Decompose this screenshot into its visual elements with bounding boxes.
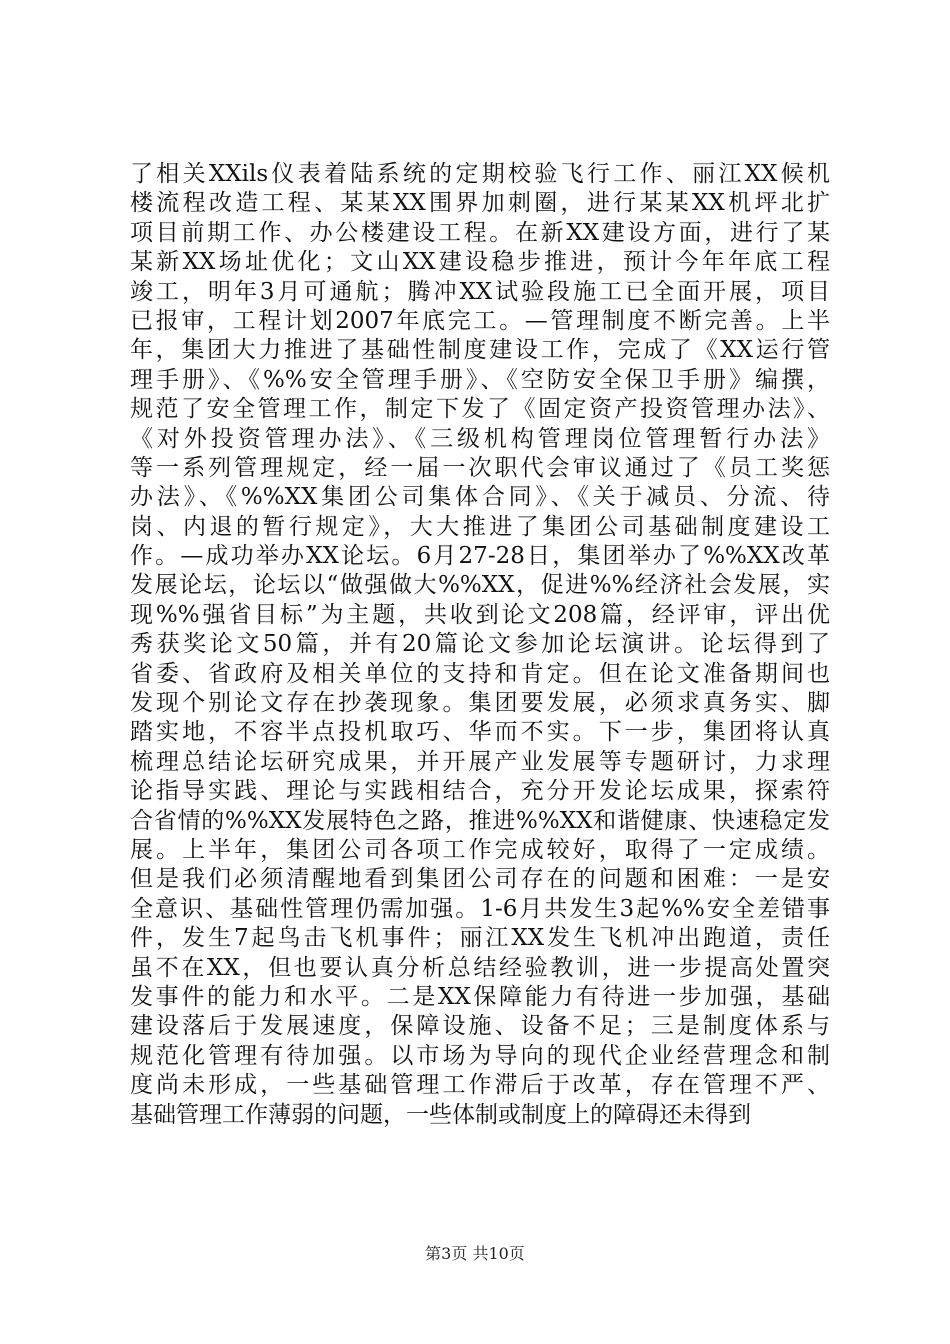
text-line: 秀获奖论文50篇，并有20篇论文参加论坛演讲。论坛得到了 — [130, 631, 830, 658]
text-line: 某新XX场址优化；文山XX建设稳步推进，预计今年年底工程 — [130, 249, 830, 276]
page-footer: 第3页 共10页 — [425, 1244, 525, 1263]
text-line: 发事件的能力和水平。二是XX保障能力有待进一步加强，基础 — [130, 983, 830, 1010]
text-line: 论指导实践、理论与实践相结合，充分开发论坛成果，探索符 — [130, 778, 830, 805]
text-line: 发现个别论文存在抄袭现象。集团要发展，必须求真务实、脚 — [130, 690, 830, 717]
text-line: 作。—成功举办XX论坛。6月27-28日，集团举办了%%XX改革 — [130, 543, 830, 570]
text-line: 建设落后于发展速度，保障设施、设备不足；三是制度体系与 — [130, 1013, 830, 1040]
text-line: 规范化管理有待加强。以市场为导向的现代企业经营理念和制 — [130, 1042, 830, 1069]
text-line: 项目前期工作、办公楼建设工程。在新XX建设方面，进行了某 — [130, 219, 830, 246]
text-line: 等一系列管理规定，经一届一次职代会审议通过了《员工奖惩 — [130, 454, 830, 481]
text-line: 展。上半年，集团公司各项工作完成较好，取得了一定成绩。 — [130, 836, 830, 863]
text-line: 梳理总结论坛研究成果，并开展产业发展等专题研讨，力求理 — [130, 748, 830, 775]
text-line: 《对外投资管理办法》、《三级机构管理岗位管理暂行办法》 — [130, 425, 830, 452]
text-line: 省委、省政府及相关单位的支持和肯定。但在论文准备期间也 — [130, 660, 830, 687]
text-line: 合省情的%%XX发展特色之路，推进%%XX和谐健康、快速稳定发 — [130, 807, 830, 834]
text-line: 规范了安全管理工作，制定下发了《固定资产投资管理办法》、 — [130, 396, 830, 423]
body-text — [130, 160, 830, 1130]
text-line: 发展论坛，论坛以“做强做大%%XX，促进%%经济社会发展，实 — [130, 572, 830, 599]
text-line: 办法》、《%%XX集团公司集体合同》、《关于减员、分流、待 — [130, 484, 830, 511]
text-line: 度尚未形成，一些基础管理工作滞后于改革，存在管理不严、 — [130, 1072, 830, 1099]
text-line: 竣工，明年3月可通航；腾冲XX试验段施工已全面开展，项目 — [130, 278, 830, 305]
text-line: 理手册》、《%%安全管理手册》、《空防安全保卫手册》编撰， — [130, 366, 830, 393]
text-line: 已报审，工程计划2007年底完工。—管理制度不断完善。上半 — [130, 307, 830, 334]
text-line: 件，发生7起鸟击飞机事件；丽江XX发生飞机冲出跑道，责任 — [130, 925, 830, 952]
text-line: 全意识、基础性管理仍需加强。1-6月共发生3起%%安全差错事 — [130, 895, 830, 922]
text-line: 岗、内退的暂行规定》，大大推进了集团公司基础制度建设工 — [130, 513, 830, 540]
text-line: 现%%强省目标”为主题，共收到论文208篇，经评审，评出优 — [130, 601, 830, 628]
text-line: 但是我们必须清醒地看到集团公司存在的问题和困难：一是安 — [130, 866, 830, 893]
text-line: 虽不在XX，但也要认真分析总结经验教训，进一步提高处置突 — [130, 954, 830, 981]
text-line: 踏实地，不容半点投机取巧、华而不实。下一步，集团将认真 — [130, 719, 830, 746]
text-line: 了相关XXils仪表着陆系统的定期校验飞行工作、丽江XX候机 — [130, 161, 830, 187]
text-line: 楼流程改造工程、某某XX围界加刺圈，进行某某XX机坪北扩 — [130, 190, 830, 217]
text-line: 年，集团大力推进了基础性制度建设工作，完成了《XX运行管 — [130, 337, 830, 364]
text-line: 基础管理工作薄弱的问题，一些体制或制度上的障碍还未得到 — [130, 1101, 751, 1128]
